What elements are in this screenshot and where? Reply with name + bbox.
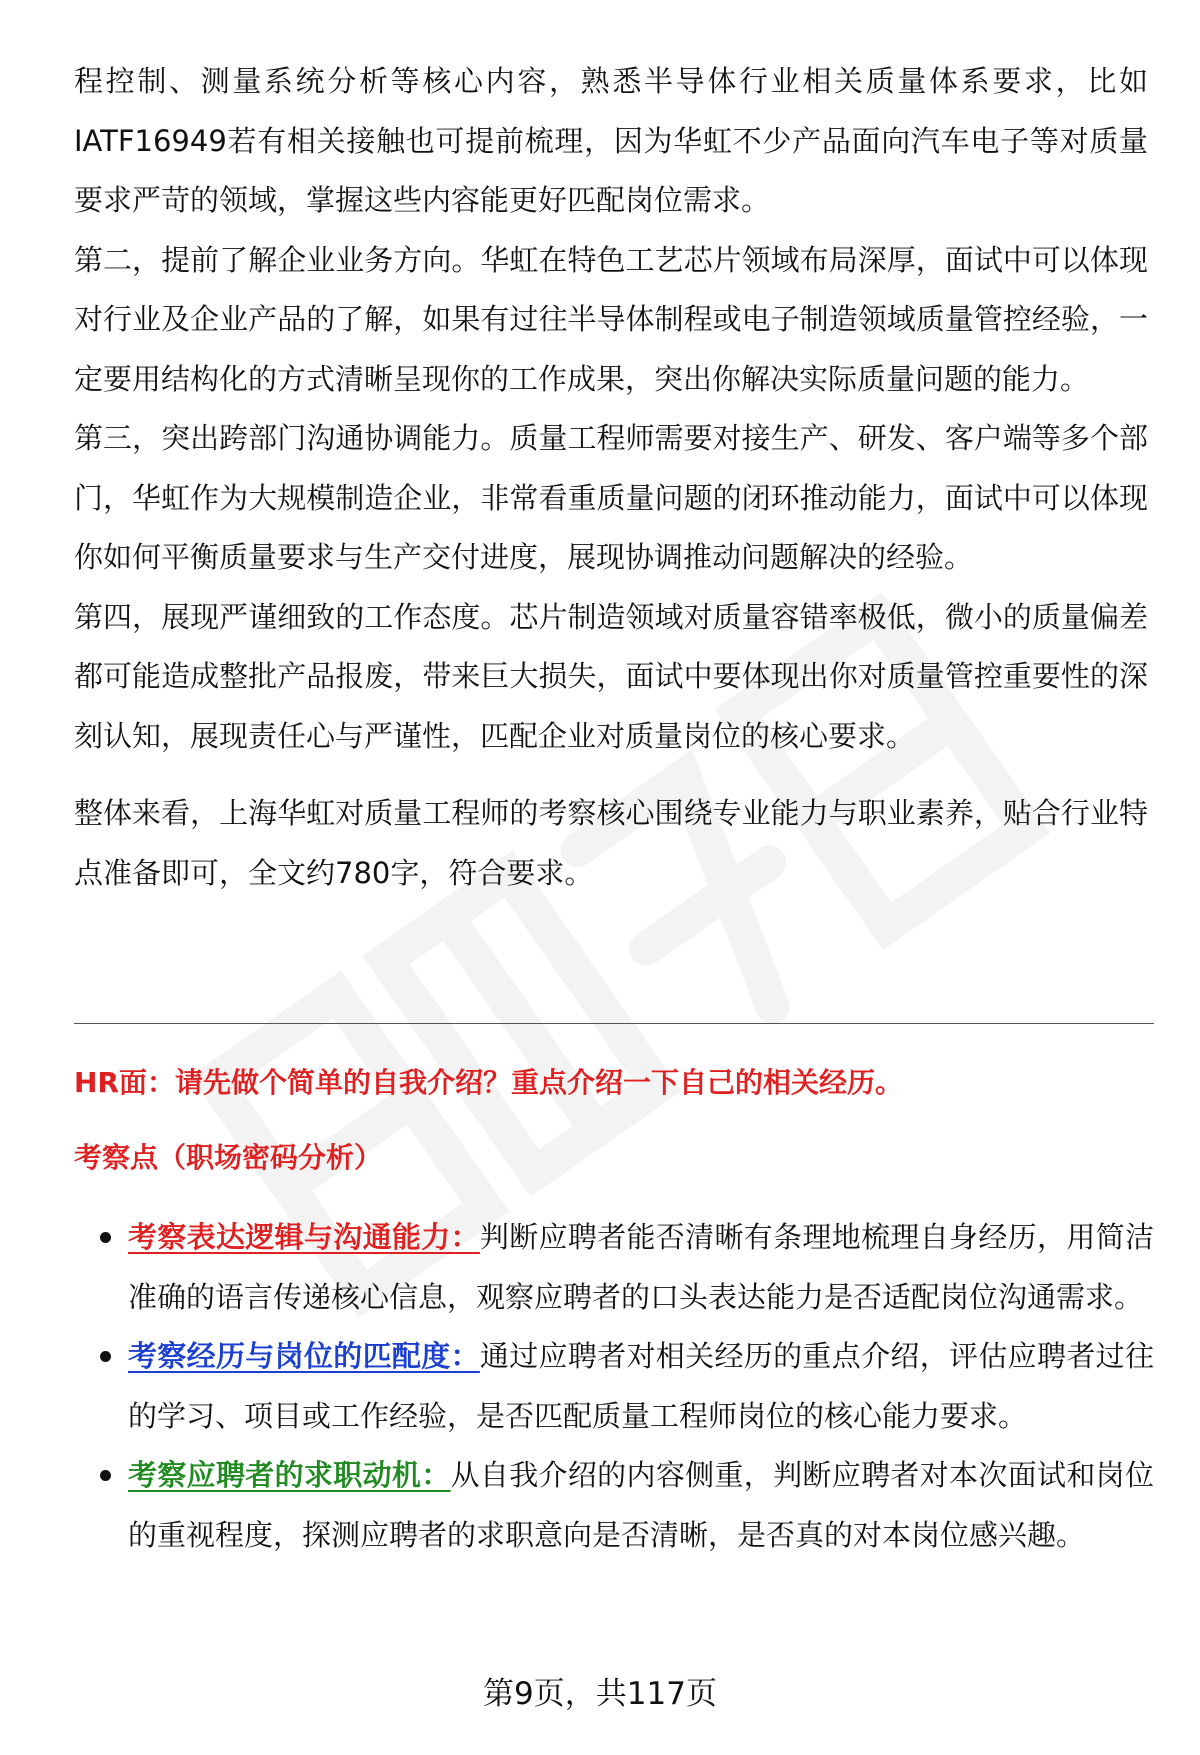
- point-description: 从自我介绍的内容侧重，判断应聘者对本次面试和岗位的重视程度，探测应聘者的求职意向是否清晰，是否真的对本岗位感兴趣。: [128, 1458, 1154, 1552]
- list-item: [96, 1446, 1154, 1565]
- point-description: 判断应聘者能否清晰有条理地梳理自身经历，用简洁准确的语言传递核心信息，观察应聘者的口头表达能力是否适配岗位沟通需求。: [128, 1220, 1154, 1314]
- page-footer: 第9页，共117页: [483, 1676, 717, 1712]
- body-paragraph-4: 第四，展现严谨细致的工作态度。芯片制造领域对质量容错率极低，微小的质量偏差都可能造成整批产品报废，带来巨大损失，面试中要体现出你对质量管控重要性的深刻认知，展现责任心与严谨性，匹配企业对质量岗位的核心要求。: [74, 599, 1148, 753]
- body-paragraph-1: 程控制、测量系统分析等核心内容，熟悉半导体行业相关质量体系要求，比如IATF16949若有相关接触也可提前梳理，因为华虹不少产品面向汽车电子等对质量要求严苛的领域，掌握这些内容能更好匹配岗位需求。: [74, 64, 1148, 217]
- bullet-icon: [100, 1470, 111, 1481]
- list-item: [96, 1208, 1154, 1327]
- paragraph-gap: [74, 766, 1148, 784]
- point-description: 通过应聘者对相关经历的重点介绍，评估应聘者过往的学习、项目或工作经验，是否匹配质量工程师岗位的核心能力要求。: [128, 1339, 1154, 1433]
- point-keyword: 考察经历与岗位的匹配度：: [128, 1339, 480, 1373]
- assessment-points-list: [96, 1208, 1154, 1565]
- list-item: [96, 1327, 1154, 1446]
- summary-paragraph: 整体来看，上海华虹对质量工程师的考察核心围绕专业能力与职业素养，贴合行业特点准备即可，全文约780字，符合要求。: [74, 796, 1148, 890]
- point-keyword: 考察应聘者的求职动机：: [128, 1458, 451, 1492]
- body-paragraph-2: 第二，提前了解企业业务方向。华虹在特色工艺芯片领域布局深厚，面试中可以体现对行业及企业产品的了解，如果有过往半导体制程或电子制造领域质量管控经验，一定要用结构化的方式清晰呈现你的工作成果，突出你解决实际质量问题的能力。: [74, 242, 1148, 396]
- bullet-icon: [100, 1232, 111, 1243]
- body-paragraph-3: 第三，突出跨部门沟通协调能力。质量工程师需要对接生产、研发、客户端等多个部门，华虹作为大规模制造企业，非常看重质量问题的闭环推动能力，面试中可以体现你如何平衡质量要求与生产交付进度，展现协调推动问题解决的经验。: [74, 421, 1148, 574]
- assessment-points-heading: 考察点（职场密码分析）: [74, 1141, 383, 1174]
- section-divider: [74, 1023, 1154, 1024]
- point-keyword: 考察表达逻辑与沟通能力：: [128, 1220, 480, 1254]
- bullet-icon: [100, 1351, 111, 1362]
- hr-question-heading: HR面：请先做个简单的自我介绍？重点介绍一下自己的相关经历。: [74, 1066, 903, 1099]
- body-content: [74, 52, 1148, 903]
